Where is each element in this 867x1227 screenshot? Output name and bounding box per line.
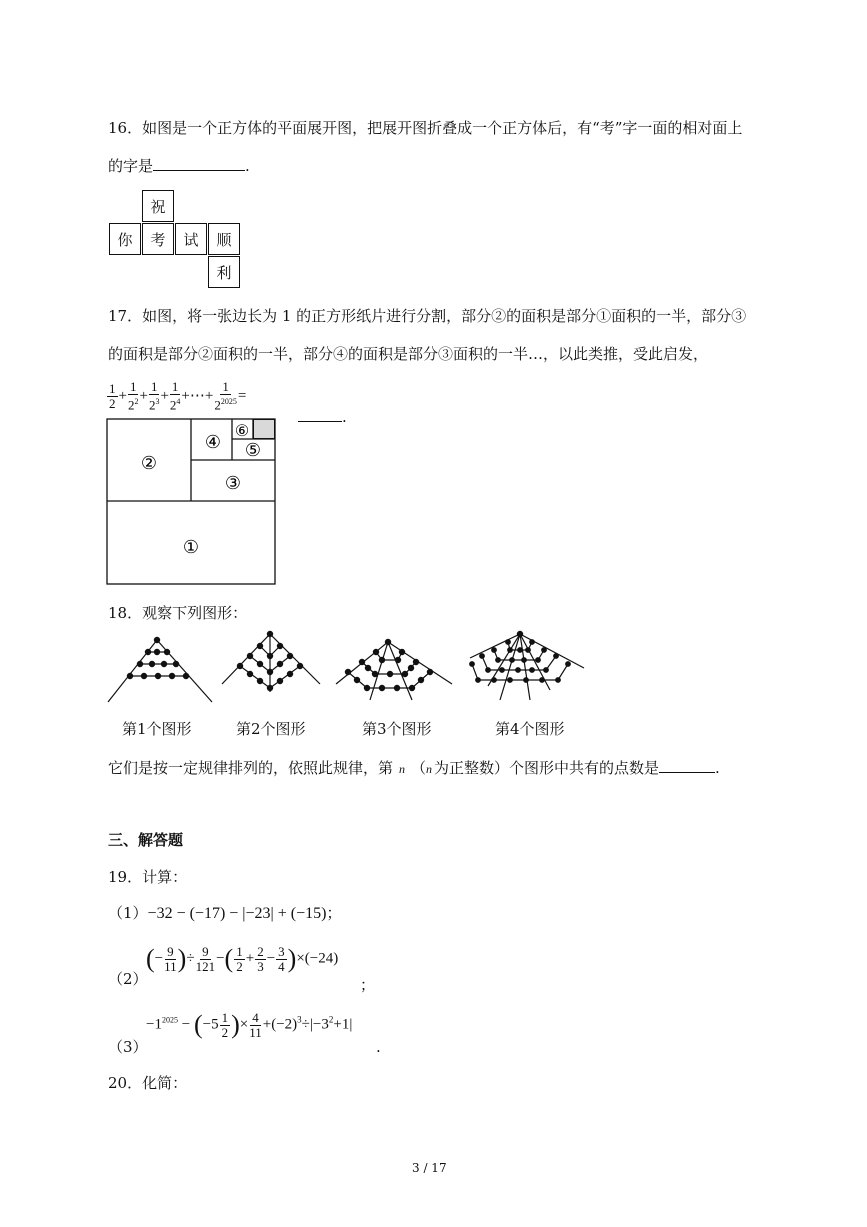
q18-question: 它们是按一定规律排列的，依照此规律，第 n （n 为正整数）个图形中共有的点数是 . bbox=[108, 759, 720, 777]
plus-sign: + bbox=[139, 388, 148, 405]
plus-sign: + bbox=[118, 388, 127, 405]
sum-expression bbox=[106, 380, 246, 412]
frac-1: $\frac{1}{2}$ bbox=[109, 380, 116, 411]
net-cell-shi: 试 bbox=[175, 223, 207, 255]
frac-2: $\frac{1}{2^2}$ bbox=[127, 379, 139, 413]
label-part-3: ③ bbox=[224, 473, 242, 494]
caption-figure-4: 第4个图形 bbox=[495, 720, 565, 738]
q16-line1: 16．如图是一个正方体的平面展开图，把展开图折叠成一个正方体后，有“考”字一面的相对面上 bbox=[108, 119, 743, 137]
q17-line1: 17．如图，将一张边长为 1 的正方形纸片进行分割，部分②的面积是部分①面积的一半，部分③ bbox=[108, 307, 747, 325]
q20-title: 20．化简： bbox=[108, 1074, 188, 1092]
q16-period: . bbox=[245, 157, 250, 175]
net-cell-kao: 考 bbox=[142, 223, 174, 255]
expr-1: −32 − (−17) − |−23| + (−15) bbox=[147, 905, 327, 922]
net-cell-zhu: 祝 bbox=[142, 190, 174, 222]
equals-sign: = bbox=[237, 388, 247, 405]
square-partition-figure bbox=[105, 417, 280, 587]
frac-4: $\frac{1}{2^4}$ bbox=[169, 379, 181, 413]
answer-blank-16[interactable] bbox=[153, 156, 245, 171]
net-cell-ni: 你 bbox=[109, 223, 141, 255]
expr-2: (− $\frac{9}{11}$ )÷ $\frac{9}{121}$ −( $\frac{1}{2}$ + $\frac{2}{3}$ − $\frac{3}{4}$ )×(−24) bbox=[146, 943, 339, 974]
q16-line2 bbox=[108, 155, 250, 176]
q18-title: 18．观察下列图形： bbox=[108, 604, 248, 622]
section-heading: 三、解答题 bbox=[108, 831, 184, 849]
caption-figure-3: 第3个图形 bbox=[362, 720, 432, 738]
q19-part1: （1）−32 − (−17) − |−23| + (−15)； bbox=[108, 904, 342, 922]
label-part-5: ⑤ bbox=[244, 440, 262, 461]
q17-line2: 的面积是部分②面积的一半，部分④的面积是部分③面积的一半…，以此类推，受此启发， bbox=[108, 345, 709, 363]
label-part-1: ① bbox=[182, 537, 200, 558]
pattern-figure-1 bbox=[108, 637, 212, 702]
q19-part3: （3） $-1^{2025} - (-5$ $\frac{1}{2}$ )× $\frac{4}{11}$ $+(-2)^3\div|-3^2+1|$ . bbox=[108, 1009, 381, 1056]
expr-3: $-1^{2025} - (-5$ $\frac{1}{2}$ )× $\frac{4}{11}$ $+(-2)^3\div|-3^2+1|$ bbox=[146, 1009, 353, 1040]
answer-blank-17[interactable] bbox=[298, 407, 342, 422]
q17-answer: . bbox=[298, 407, 347, 426]
pattern-figure-4 bbox=[470, 631, 584, 700]
q16-prefix: 的字是 bbox=[108, 157, 154, 175]
plus-sign: + bbox=[160, 388, 169, 405]
caption-figure-1: 第1个图形 bbox=[122, 720, 192, 738]
q19-title: 19．计算： bbox=[108, 868, 188, 886]
frac-last: $\frac{1}{2^{2025}}$ bbox=[214, 379, 237, 413]
caption-figure-2: 第2个图形 bbox=[236, 720, 306, 738]
pattern-figure-2 bbox=[222, 631, 320, 692]
label-part-2: ② bbox=[140, 453, 158, 474]
net-cell-shun: 顺 bbox=[208, 223, 240, 255]
page-number: 3 / 17 bbox=[412, 1161, 447, 1175]
frac-3: $\frac{1}{2^3}$ bbox=[148, 379, 160, 413]
label-part-4: ④ bbox=[204, 432, 222, 453]
q19-part2: （2） (− $\frac{9}{11}$ )÷ $\frac{9}{121}$ −( $\frac{1}{2}$ + $\frac{2}{3}$ − $\frac{3}{4}$ )×(−24) ； bbox=[108, 943, 376, 994]
net-cell-li: 利 bbox=[208, 256, 240, 288]
pattern-figure-3 bbox=[336, 639, 452, 700]
label-part-6: ⑥ bbox=[234, 421, 250, 440]
answer-blank-18[interactable] bbox=[659, 758, 715, 773]
ellipsis-plus: +⋯+ bbox=[181, 388, 214, 405]
pattern-figures bbox=[100, 628, 600, 710]
